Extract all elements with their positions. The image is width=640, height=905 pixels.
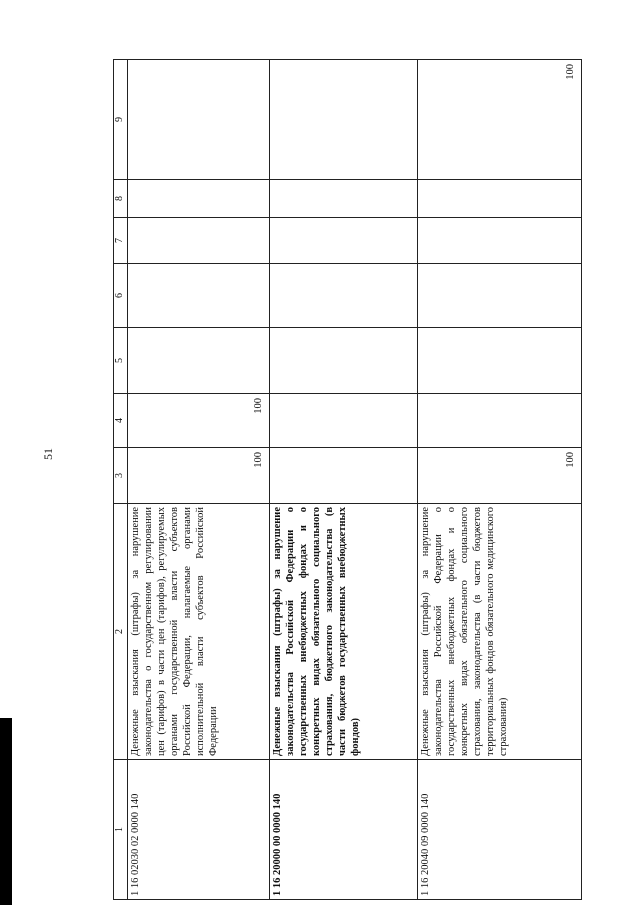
value-cell	[127, 180, 269, 218]
budget-revenue-table	[113, 59, 582, 900]
value-cell	[417, 394, 581, 448]
value-cell	[269, 394, 417, 448]
revenue-description: Денежные взыскания (штрафы) за нарушение законодательства Российской Федерации о государственных внебюджетных фондах и о конкретных видах обязательного социального страхования, законодательства (в части бюджетов территориальных фондов обязательного медицинского страхования)	[417, 504, 581, 760]
header-cell: 1	[114, 760, 128, 900]
scan-margin-mark	[0, 718, 12, 905]
classification-code: 1 16 20000 00 0000 140	[269, 760, 417, 900]
value-cell	[127, 60, 269, 180]
header-cell: 8	[114, 180, 128, 218]
value-cell: 100	[127, 448, 269, 504]
classification-code: 1 16 20040 09 0000 140	[417, 760, 581, 900]
header-cell: 4	[114, 394, 128, 448]
table-row	[127, 60, 269, 900]
classification-code: 1 16 02030 02 0000 140	[127, 760, 269, 900]
value-cell: 100	[417, 60, 581, 180]
value-cell	[127, 264, 269, 328]
value-cell	[417, 180, 581, 218]
value-cell	[127, 328, 269, 394]
revenue-description: Денежные взыскания (штрафы) за нарушение законодательства Российской Федерации о государственных внебюджетных фондах и о конкретных видах обязательного социального страхования, бюджетного законодательства (в части бюджетов государственных внебюджетных фондов)	[269, 504, 417, 760]
value-cell	[417, 264, 581, 328]
table-row	[269, 60, 417, 900]
header-cell: 2	[114, 504, 128, 760]
value-cell	[417, 218, 581, 264]
rotated-table-container	[113, 60, 581, 900]
value-cell: 100	[127, 394, 269, 448]
header-cell: 9	[114, 60, 128, 180]
table-row	[417, 60, 581, 900]
value-cell	[269, 448, 417, 504]
value-cell	[269, 218, 417, 264]
value-cell	[269, 328, 417, 394]
header-cell: 7	[114, 218, 128, 264]
header-cell: 5	[114, 328, 128, 394]
value-cell: 100	[417, 448, 581, 504]
value-cell	[269, 264, 417, 328]
page-number: 51	[41, 448, 55, 460]
value-cell	[127, 218, 269, 264]
header-row	[114, 60, 128, 900]
value-cell	[269, 180, 417, 218]
header-cell: 6	[114, 264, 128, 328]
revenue-description: Денежные взыскания (штрафы) за нарушение законодательства о государственном регулировании цен (тарифов) в части цен (тарифов), регулируемых органами государственной власти субъектов Российской Федерации, налагаемые органами исполнительной власти субъектов Российской Федерации	[127, 504, 269, 760]
value-cell	[417, 328, 581, 394]
header-cell: 3	[114, 448, 128, 504]
value-cell	[269, 60, 417, 180]
